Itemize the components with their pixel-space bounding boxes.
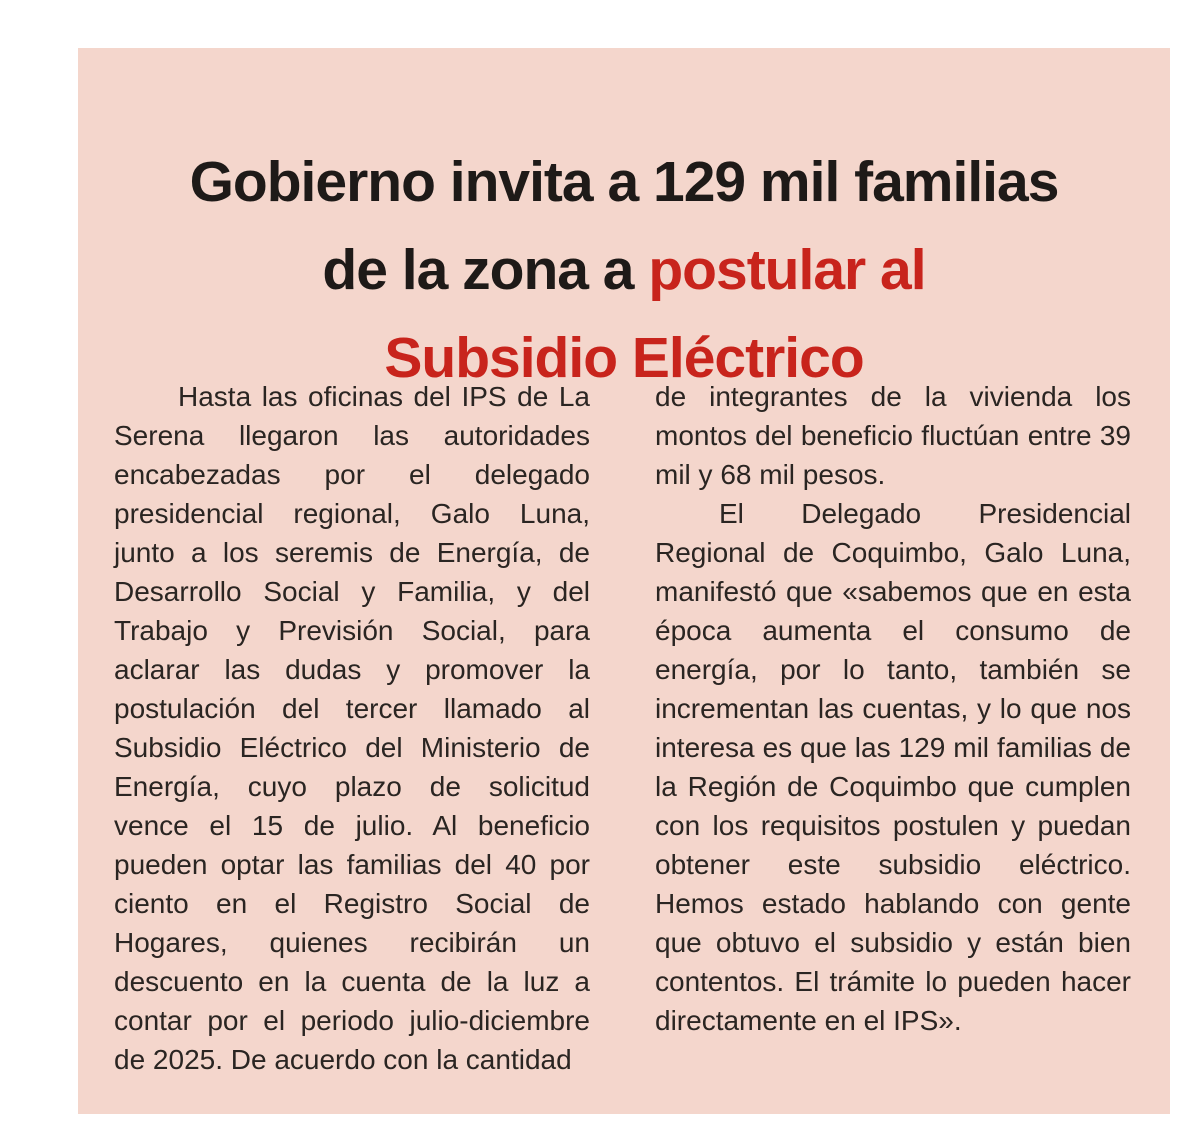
paragraph-2: El Delegado Presidencial Regional de Coquimbo, Galo Luna, manifestó que «sabemos que en esta época aumenta el consumo de energía, por lo tanto, también se incrementan las cuentas, y lo que nos interesa es que las 129 mil familias de la Región de Coquimbo que cumplen con los requisitos postulen y puedan obtener este subsidio eléctrico. Hemos estado hablando con gente que obtuvo el subsidio y están bien contentos. El trámite lo pueden hacer directamente en el IPS». xyxy=(655,498,1131,1036)
headline-line-3: Subsidio Eléctrico xyxy=(384,326,864,390)
headline-line-1: Gobierno invita a 129 mil familias xyxy=(189,150,1059,214)
paragraph-1-continuation: de integrantes de la vivienda los montos del beneficio fluctúan entre 39 mil y 68 mil pesos. xyxy=(655,381,1131,490)
article-column-right xyxy=(655,377,1131,1040)
paragraph-1: Hasta las oficinas del IPS de La Serena llegaron las autoridades encabezadas por el delegado presidencial regional, Galo Luna, junto a los seremis de Energía, de Desarrollo Social y Familia, y del Trabajo y Previsión Social, para aclarar las dudas y promover la postulación del tercer llamado al Subsidio Eléctrico del Ministerio de Energía, cuyo plazo de solicitud vence el 15 de julio. Al beneficio pueden optar las familias del 40 por ciento en el Registro Social de Hogares, quienes recibirán un descuento en la cuenta de la luz a contar por el periodo julio-diciembre de 2025. De acuerdo con la cantidad xyxy=(114,381,590,1075)
article-headline xyxy=(78,138,1170,402)
headline-line-2-dark: de la zona a xyxy=(322,238,649,302)
headline-line-2 xyxy=(78,226,1170,314)
headline-line-2-accent: postular al xyxy=(648,238,926,302)
article-column-left xyxy=(114,377,590,1079)
